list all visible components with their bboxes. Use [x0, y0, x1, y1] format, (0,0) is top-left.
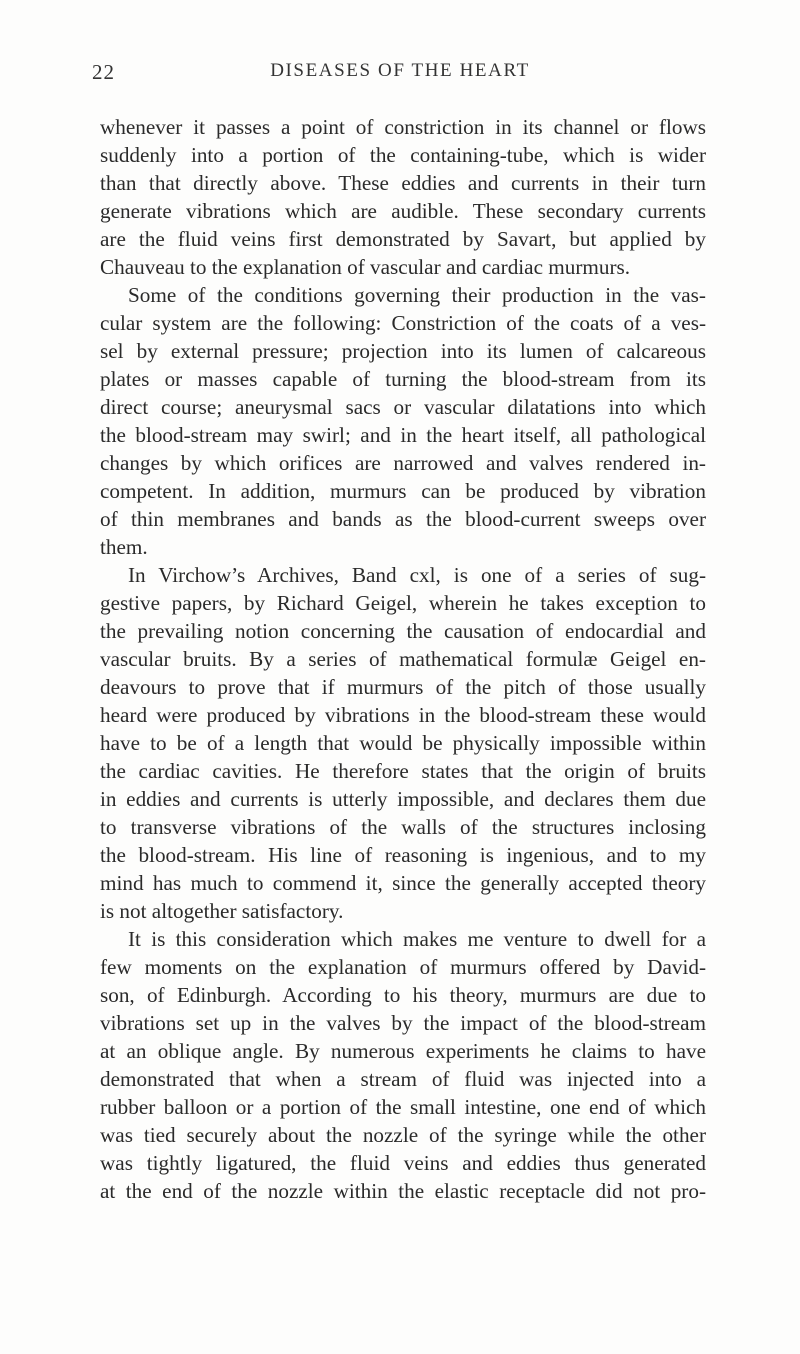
text-line: have to be of a length that would be physically impossible within	[100, 731, 706, 755]
text-line: few moments on the explanation of murmurs offered by David-	[100, 955, 706, 979]
text-line: cular system are the following: Constriction of the coats of a ves-	[100, 311, 706, 335]
text-line: deavours to prove that if murmurs of the pitch of those usually	[100, 675, 706, 699]
text-line: at an oblique angle. By numerous experiments he claims to have	[100, 1039, 706, 1063]
text-line: It is this consideration which makes me venture to dwell for a	[128, 927, 706, 951]
text-line: suddenly into a portion of the containing-tube, which is wider	[100, 143, 706, 167]
text-line: demonstrated that when a stream of fluid was injected into a	[100, 1067, 706, 1091]
text-line: than that directly above. These eddies and currents in their turn	[100, 171, 706, 195]
text-line: In Virchow’s Archives, Band cxl, is one of a series of sug-	[128, 563, 706, 587]
text-line: the blood-stream may swirl; and in the heart itself, all pathological	[100, 423, 706, 447]
text-line: Some of the conditions governing their production in the vas-	[128, 283, 706, 307]
text-line: at the end of the nozzle within the elastic receptacle did not pro-	[100, 1179, 706, 1203]
text-line: whenever it passes a point of constriction in its channel or flows	[100, 115, 706, 139]
text-line: is not altogether satisfactory.	[100, 899, 344, 923]
text-line: changes by which orifices are narrowed and valves rendered in-	[100, 451, 706, 475]
text-line: generate vibrations which are audible. These secondary currents	[100, 199, 706, 223]
text-line: the blood-stream. His line of reasoning is ingenious, and to my	[100, 843, 706, 867]
text-line: heard were produced by vibrations in the blood-stream these would	[100, 703, 706, 727]
text-line: rubber balloon or a portion of the small intestine, one end of which	[100, 1095, 706, 1119]
running-title: DISEASES OF THE HEART	[270, 60, 530, 81]
text-line: Chauveau to the explanation of vascular and cardiac murmurs.	[100, 255, 631, 279]
text-line: was tied securely about the nozzle of the syringe while the other	[100, 1123, 706, 1147]
text-line: gestive papers, by Richard Geigel, wherein he takes exception to	[100, 591, 706, 615]
text-line: the cardiac cavities. He therefore states that the origin of bruits	[100, 759, 706, 783]
text-line: to transverse vibrations of the walls of the structures inclosing	[100, 815, 706, 839]
text-line: vascular bruits. By a series of mathematical formulæ Geigel en-	[100, 647, 706, 671]
text-line: are the fluid veins first demonstrated by Savart, but applied by	[100, 227, 706, 251]
text-line: competent. In addition, murmurs can be produced by vibration	[100, 479, 706, 503]
text-line: in eddies and currents is utterly impossible, and declares them due	[100, 787, 706, 811]
running-head	[0, 60, 800, 90]
text-line: plates or masses capable of turning the blood-stream from its	[100, 367, 706, 391]
text-line: sel by external pressure; projection into its lumen of calcareous	[100, 339, 706, 363]
text-line: son, of Edinburgh. According to his theory, murmurs are due to	[100, 983, 706, 1007]
text-line: mind has much to commend it, since the generally accepted theory	[100, 871, 706, 895]
text-line: direct course; aneurysmal sacs or vascular dilatations into which	[100, 395, 706, 419]
page-number: 22	[92, 60, 115, 84]
text-line: vibrations set up in the valves by the impact of the blood-stream	[100, 1011, 706, 1035]
text-line: was tightly ligatured, the fluid veins and eddies thus generated	[100, 1151, 706, 1175]
text-line: the prevailing notion concerning the causation of endocardial and	[100, 619, 706, 643]
text-line: of thin membranes and bands as the blood-current sweeps over	[100, 507, 706, 531]
text-line: them.	[100, 535, 148, 559]
body-text	[100, 113, 706, 1205]
